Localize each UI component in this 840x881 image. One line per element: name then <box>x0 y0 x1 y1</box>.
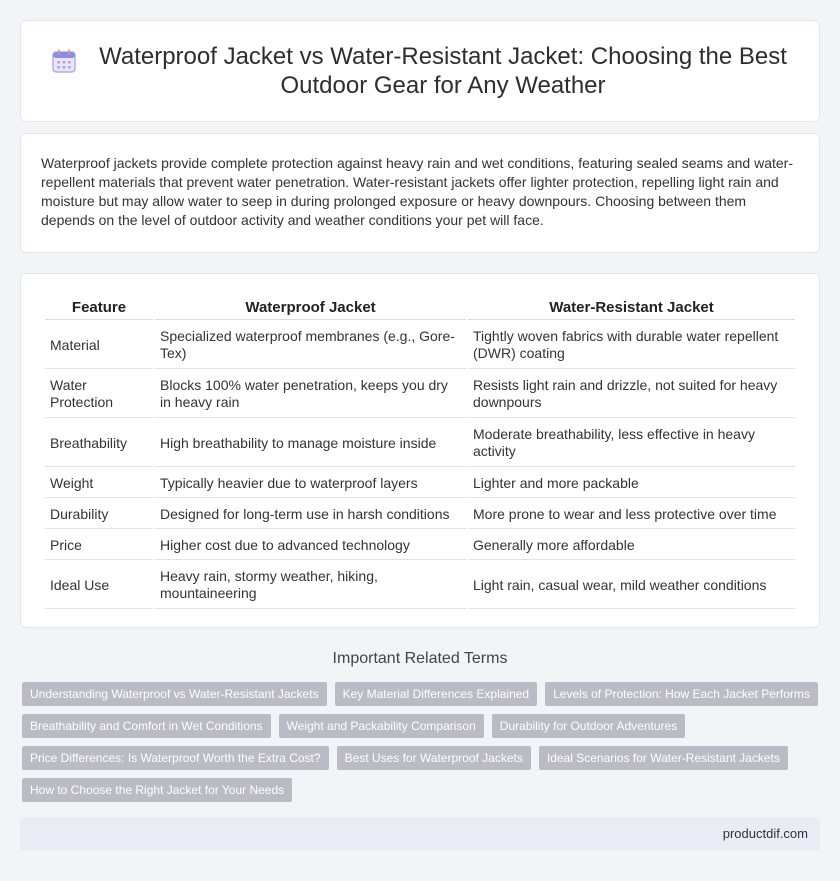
related-term-link[interactable]: Understanding Waterproof vs Water-Resistant Jackets <box>22 682 327 706</box>
table-row <box>45 371 795 418</box>
waterproof-cell: Heavy rain, stormy weather, hiking, mountaineering <box>155 562 466 609</box>
water-resistant-cell: Resists light rain and drizzle, not suited for heavy downpours <box>468 371 795 418</box>
feature-cell: Water Protection <box>45 371 153 418</box>
water-resistant-cell: Tightly woven fabrics with durable water repellent (DWR) coating <box>468 322 795 369</box>
water-resistant-cell: Generally more affordable <box>468 531 795 560</box>
waterproof-cell: Designed for long-term use in harsh conditions <box>155 500 466 529</box>
calendar-icon <box>51 48 77 74</box>
related-terms-title: Important Related Terms <box>332 650 508 667</box>
related-term-link[interactable]: Price Differences: Is Waterproof Worth the Extra Cost? <box>22 746 329 770</box>
related-term-link[interactable]: Ideal Scenarios for Water-Resistant Jackets <box>539 746 788 770</box>
water-resistant-cell: Light rain, casual wear, mild weather conditions <box>468 562 795 609</box>
intro-card <box>20 133 820 253</box>
waterproof-cell: Higher cost due to advanced technology <box>155 531 466 560</box>
column-header-water-resistant: Water-Resistant Jacket <box>468 296 795 320</box>
feature-cell: Breathability <box>45 420 153 467</box>
column-header-waterproof: Waterproof Jacket <box>155 296 466 320</box>
header-card <box>20 20 820 122</box>
feature-cell: Weight <box>45 469 153 498</box>
comparison-card <box>20 273 820 628</box>
table-header-row <box>45 296 795 320</box>
related-term-link[interactable]: Breathability and Comfort in Wet Conditions <box>22 714 271 738</box>
related-term-link[interactable]: Best Uses for Waterproof Jackets <box>337 746 531 770</box>
feature-cell: Price <box>45 531 153 560</box>
related-term-link[interactable]: How to Choose the Right Jacket for Your Needs <box>22 778 292 802</box>
related-term-link[interactable]: Levels of Protection: How Each Jacket Performs <box>545 682 818 706</box>
header <box>51 42 789 100</box>
table-row <box>45 322 795 369</box>
feature-cell: Material <box>45 322 153 369</box>
comparison-table <box>43 294 797 611</box>
page-title: Waterproof Jacket vs Water-Resistant Jacket: Choosing the Best Outdoor Gear for Any Weather <box>99 43 787 99</box>
related-term-link[interactable]: Durability for Outdoor Adventures <box>492 714 685 738</box>
table-row <box>45 420 795 467</box>
table-row <box>45 562 795 609</box>
table-row <box>45 469 795 498</box>
feature-cell: Ideal Use <box>45 562 153 609</box>
waterproof-cell: Blocks 100% water penetration, keeps you dry in heavy rain <box>155 371 466 418</box>
intro-paragraph: Waterproof jackets provide complete protection against heavy rain and wet conditions, featuring sealed seams and water-repellent materials that prevent water penetration. Water-resistant jackets offer lighter protection, repelling light rain and moisture but may allow water to seep in during prolonged exposure or heavy downpours. Choosing between them depends on the level of outdoor activity and weather conditions your pet will face. <box>41 155 794 228</box>
feature-cell: Durability <box>45 500 153 529</box>
footer <box>20 817 820 850</box>
waterproof-cell: Typically heavier due to waterproof layers <box>155 469 466 498</box>
table-row <box>45 531 795 560</box>
footer-site-name: productdif.com <box>722 826 808 841</box>
related-term-link[interactable]: Weight and Packability Comparison <box>279 714 484 738</box>
water-resistant-cell: Moderate breathability, less effective in heavy activity <box>468 420 795 467</box>
waterproof-cell: High breathability to manage moisture inside <box>155 420 466 467</box>
related-term-link[interactable]: Key Material Differences Explained <box>335 682 538 706</box>
column-header-feature: Feature <box>45 296 153 320</box>
water-resistant-cell: Lighter and more packable <box>468 469 795 498</box>
water-resistant-cell: More prone to wear and less protective over time <box>468 500 795 529</box>
related-terms-list <box>22 682 822 802</box>
table-row <box>45 500 795 529</box>
waterproof-cell: Specialized waterproof membranes (e.g., Gore-Tex) <box>155 322 466 369</box>
